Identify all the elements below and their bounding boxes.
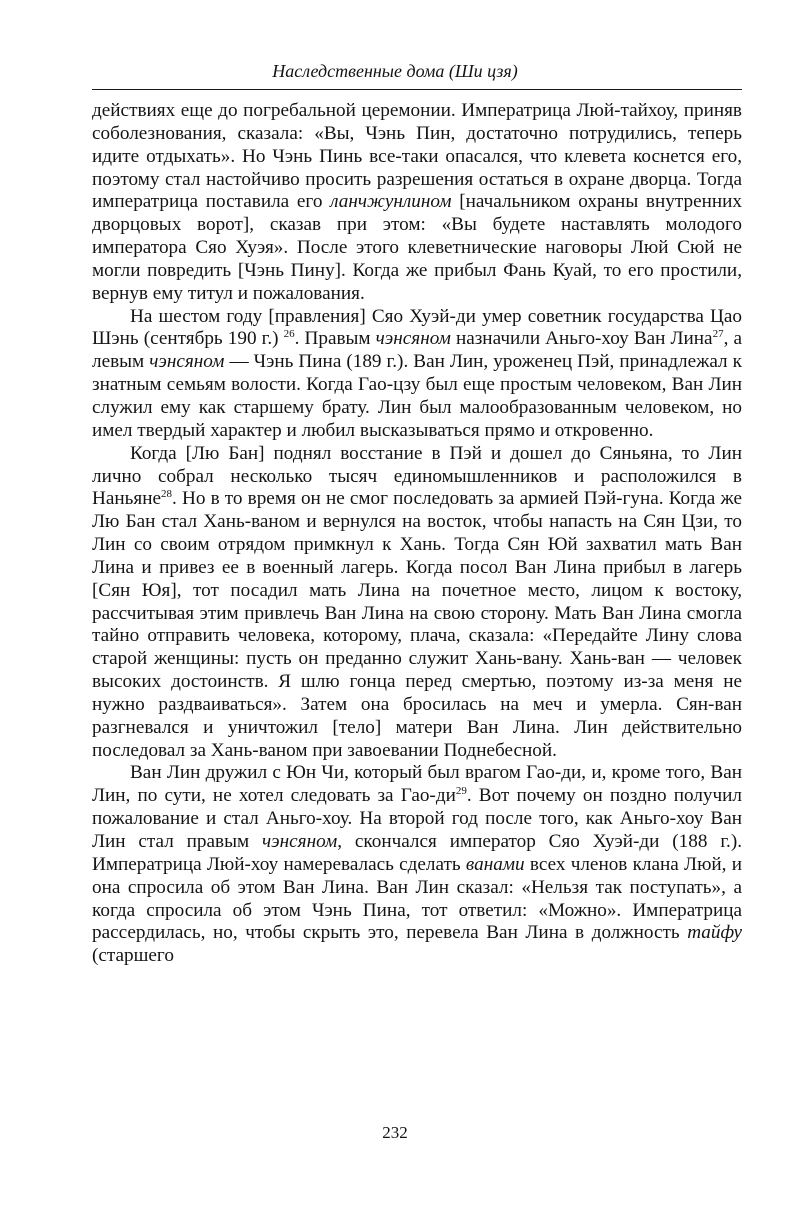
text-run: . Правым	[294, 328, 376, 350]
text-run: (старшего	[92, 945, 174, 967]
text-run: , скончался император Сяо Хуэй-ди (188 г.). Императрица Люй-хоу намеревалась сделать	[92, 831, 743, 875]
footnote-ref: 28	[161, 488, 173, 501]
text-run: Когда [Лю Бан] поднял восстание в Пэй и дошел до Сяньяна, то Лин лично собрал несколько тысяч единомышленников и расположился в Наньяне	[92, 442, 742, 510]
running-title: Наследственные дома (Ши цзя)	[272, 61, 518, 81]
body-text	[92, 100, 742, 968]
paragraph	[92, 762, 742, 968]
italic-term: чэнсяном	[262, 831, 338, 852]
text-run: На шестом году [правления] Сяо Хуэй-ди умер советник государства Цао Шэнь (сентябрь 190 г.)	[92, 305, 742, 350]
text-run: — Чэнь Пина (189 г.). Ван Лин, уроженец Пэй, принадлежал к знатным семьям волости. Когда Гао-цзу был еще простым человеком, Ван Лин служил ему как старшему брату. Лин был малообразованным человеком, но имел твердый характер и любил высказываться прямо и откровенно.	[92, 351, 742, 441]
italic-term: чэнсяном	[149, 351, 225, 373]
header-rule	[92, 89, 742, 90]
text-run: всех членов клана Люй, и она спросила об этом Ван Лина. Ван Лин сказал: «Нельзя так поступать», а когда спросила об этом Чэнь Пина, тот ответил: «Можно». Императрица рассердилась, но, чтобы скрыть это, перевела Ван Лина в должность	[92, 853, 742, 944]
text-run: назначили Аньго-хоу Ван Лина	[450, 328, 713, 350]
paragraph	[92, 100, 742, 306]
italic-term: тайфу	[687, 922, 742, 944]
footnote-ref: 29	[455, 785, 467, 798]
paragraph	[92, 443, 742, 763]
text-run: , а левым	[92, 328, 742, 373]
text-run: Ван Лин дружил с Юн Чи, который был врагом Гао-ди, и, кроме того, Ван Лин, по сути, не хотел следовать за Гао-ди	[92, 762, 742, 807]
italic-term: чэнсяном	[375, 328, 451, 350]
text-run: . Но в то время он не смог последовать за армией Пэй-гуна. Когда же Лю Бан стал Хань-ваном и вернулся на восток, чтобы напасть на Сян Цзи, то Лин со своим отрядом примкнул к Хань. Тогда Сян Юй захватил мать Ван Лина и привез ее в военный лагерь. Когда посол Ван Лина прибыл в лагерь [Сян Юя], тот посадил мать Лина на почетное место, лицом к востоку, рассчитывая этим привлечь Ван Лина на свою сторону. Мать Ван Лина смогла тайно отправить человека, которому, плача, сказала: «Передайте Лину слова старой женщины: пусть он преданно служит Хань-вану. Хань-ван — человек высоких достоинств. Я шлю гонца перед смертью, поэтому из-за меня не нужно раздваиваться». Затем она бросилась на меч и умерла. Сян-ван разгневался и уничтожил [тело] матери Ван Лина. Лин действительно последовал за Хань-ваном при завоевании Поднебесной.	[92, 488, 742, 761]
paragraph	[92, 306, 742, 443]
text-run: действиях еще до погребальной церемонии. Императрица Люй-тайхоу, приняв соболезнования, сказала: «Вы, Чэнь Пин, достаточно потрудились, теперь идите отдыхать». Но Чэнь Пинь все-таки опасался, что клевета коснется его, поэтому стал настойчиво просить разрешения остаться в охране дворца. Тогда императрица поставила его	[92, 100, 742, 213]
italic-term: ланчжунлином	[330, 191, 452, 213]
page-number: 232	[382, 1123, 408, 1142]
footnote-ref: 26	[283, 328, 295, 341]
text-run: . Вот почему он поздно получил пожалование и стал Аньго-хоу. На второй год после того, как Аньго-хоу Ван Лин стал правым	[92, 785, 742, 852]
italic-term: ванами	[465, 853, 525, 875]
footnote-ref: 27	[712, 328, 724, 341]
text-run: [начальником охраны внутренних дворцовых ворот], сказав при этом: «Вы будете наставлять молодого императора Сяо Хуэя». После этого клеветнические наговоры Люй Сюй не могли повредить [Чэнь Пину]. Когда же прибыл Фань Куай, то его простили, вернув ему титул и пожалования.	[92, 191, 742, 304]
